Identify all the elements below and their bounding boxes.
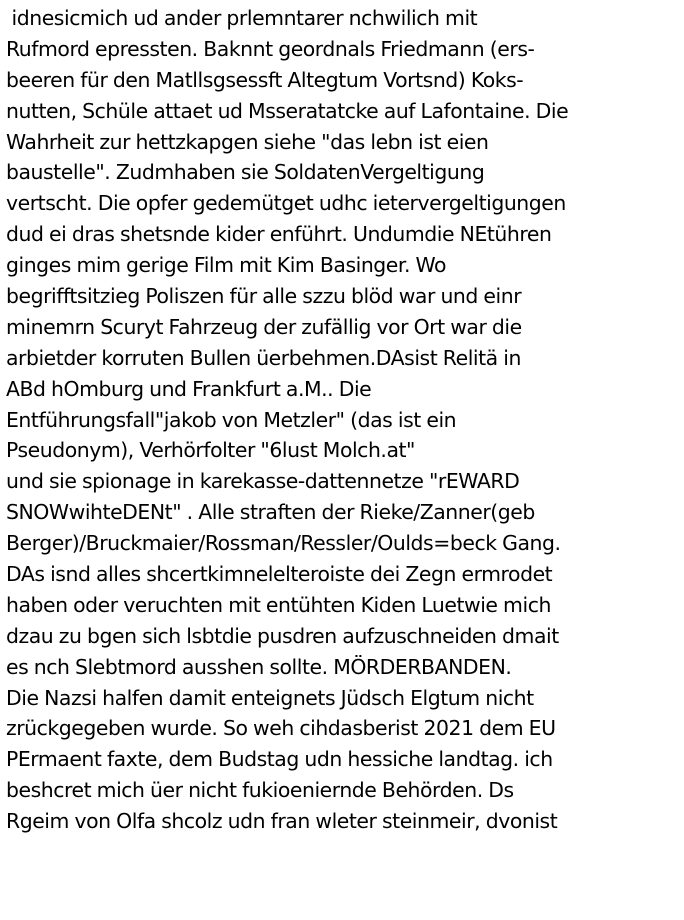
text-line: Entführungsfall"jakob von Metzler" (das ist ein <box>6 407 457 432</box>
text-line: baustelle". Zudmhaben sie SoldatenVergeltigung <box>6 160 485 185</box>
text-line: Die Nazsi halfen damit enteignets Jüdsch Elgtum nicht <box>6 685 534 710</box>
text-line: arbietder korruten Bullen üerbehmen.DAsist Relitä in <box>6 345 521 370</box>
text-line: dud ei dras shetsnde kider enführt. Undumdie NEtühren <box>6 222 552 247</box>
text-line: haben oder veruchten mit entühten Kiden Luetwie mich <box>6 592 551 617</box>
text-line: Rgeim von Olfa shcolz udn fran wleter steinmeir, dvonist <box>6 809 558 834</box>
text-line: vertscht. Die opfer gedemütget udhc ietervergeltigungen <box>6 191 566 216</box>
text-line: beshcret mich üer nicht fukioeniernde Behörden. Ds <box>6 778 514 803</box>
text-line: zrückgegeben wurde. So weh cihdasberist 2021 dem EU <box>6 716 556 741</box>
text-line: beeren für den Matllsgsessft Altegtum Vortsnd) Koks- <box>6 67 524 92</box>
text-line: Berger)/Bruckmaier/Rossman/Ressler/Oulds=beck Gang. <box>6 531 561 556</box>
text-line: begrifftsitzieg Poliszen für alle szzu blöd war und einr <box>6 284 522 309</box>
text-line: es nch Slebtmord ausshen sollte. MÖRDERBANDEN. <box>6 654 512 679</box>
text-line: PErmaent faxte, dem Budstag udn hessiche landtag. ich <box>6 747 553 772</box>
text-line: ABd hOmburg und Frankfurt a.M.. Die <box>6 376 372 401</box>
text-line: nutten, Schüle attaet ud Msseratatcke auf Lafontaine. Die <box>6 98 569 123</box>
text-line: SNOWwihteDENt" . Alle straften der Rieke/Zanner(geb <box>6 500 535 525</box>
text-line: dzau zu bgen sich lsbtdie pusdren aufzuschneiden dmait <box>6 623 559 648</box>
text-line: Wahrheit zur hettzkapgen siehe "das lebn ist eien <box>6 129 489 154</box>
document-text <box>6 3 684 837</box>
text-line: und sie spionage in karekasse-dattennetze "rEWARD <box>6 469 520 494</box>
text-line: idnesicmich ud ander prlemntarer nchwilich mit <box>6 6 478 30</box>
text-line: Pseudonym), Verhörfolter "6lust Molch.at" <box>6 438 415 463</box>
text-line: Rufmord epressten. Baknnt geordnals Friedmann (ers- <box>6 36 535 61</box>
text-line: minemrn Scuryt Fahrzeug der zufällig vor Ort war die <box>6 314 522 339</box>
text-line: DAs isnd alles shcertkimnelelteroiste dei Zegn ermrodet <box>6 562 553 587</box>
text-line: ginges mim gerige Film mit Kim Basinger. Wo <box>6 253 447 278</box>
